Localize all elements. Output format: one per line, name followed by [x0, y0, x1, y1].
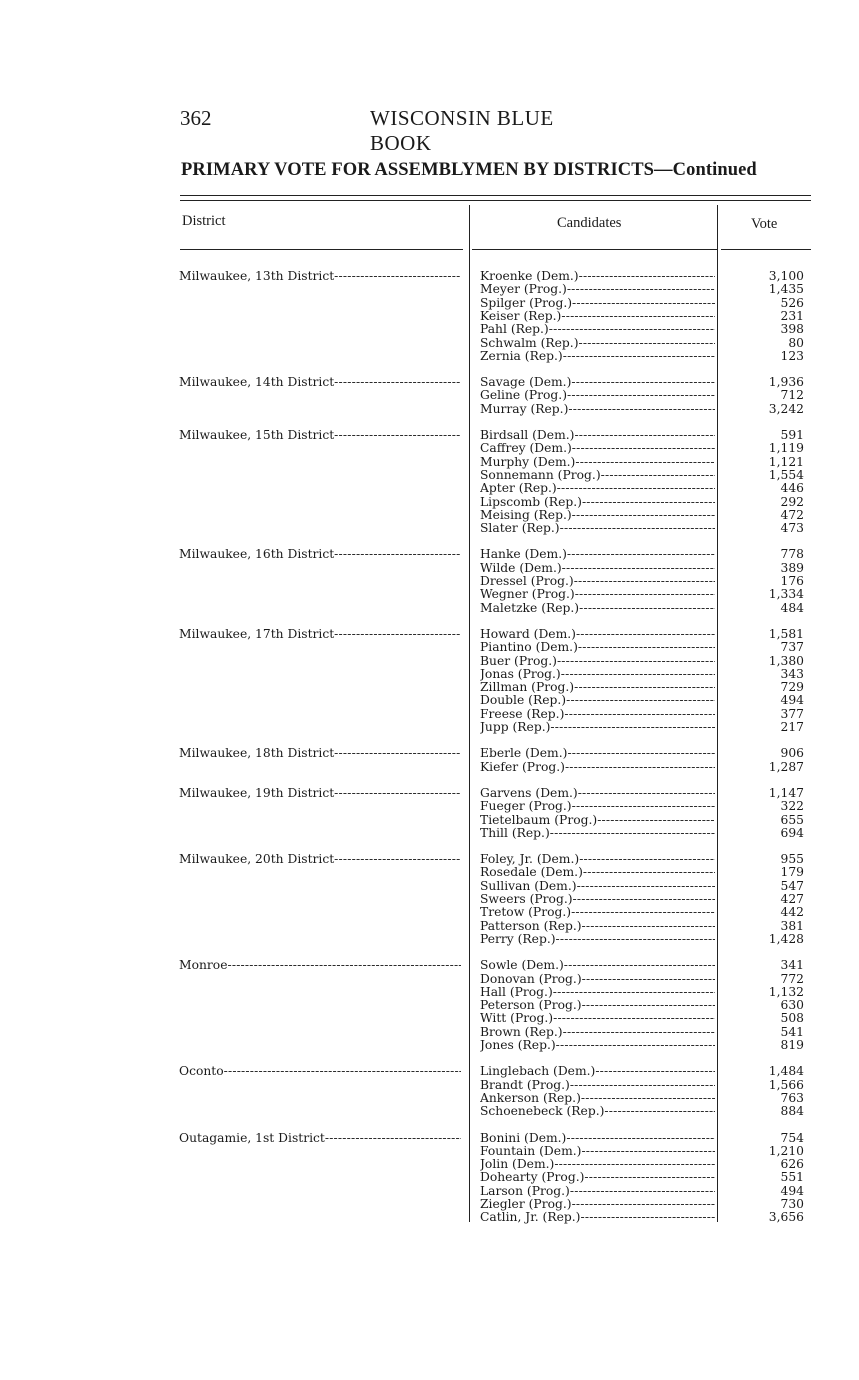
- dot-leader: [334, 628, 461, 641]
- dot-leader: [573, 893, 715, 906]
- candidate-name: [480, 668, 715, 681]
- candidate-name: [480, 496, 715, 509]
- candidate-text: Keiser (Rep.): [480, 309, 562, 323]
- candidate-name: [480, 1026, 715, 1039]
- vote-count: 427: [780, 892, 804, 906]
- candidate-text: Hall (Prog.): [480, 985, 553, 999]
- dot-leader: [565, 761, 715, 774]
- district-name: Milwaukee, 20th District: [179, 853, 335, 867]
- column-divider-left: [469, 205, 470, 1222]
- district-label: [179, 270, 461, 283]
- table-title: PRIMARY VOTE FOR ASSEMBLYMEN BY DISTRICTS—Continued: [181, 160, 757, 180]
- candidate-name: [480, 1158, 715, 1171]
- dot-leader: [570, 1079, 715, 1092]
- candidate-text: Brown (Rep.): [480, 1025, 563, 1039]
- dot-leader: [325, 1132, 461, 1145]
- candidate-text: Thill (Rep.): [480, 826, 550, 840]
- district-label: [179, 787, 461, 800]
- candidate-name: [480, 442, 715, 455]
- header-rule-candidates: [472, 249, 718, 250]
- candidate-text: Bonini (Dem.): [480, 1131, 567, 1145]
- vote-count: 446: [780, 481, 804, 496]
- candidate-text: Sowle (Dem.): [480, 959, 564, 973]
- vote-count: 1,132: [768, 984, 804, 999]
- candidate-text: Jones (Rep.): [480, 1039, 556, 1052]
- dot-leader: [601, 469, 715, 482]
- dot-leader: [561, 310, 715, 323]
- dot-leader: [334, 376, 461, 389]
- candidate-name: [480, 310, 715, 323]
- dot-leader: [563, 350, 715, 363]
- vote-count: 1,566: [768, 1077, 804, 1092]
- candidate-name: [480, 1198, 715, 1211]
- candidate-name: [480, 1105, 715, 1118]
- column-header-candidates: Candidates: [557, 215, 622, 231]
- candidate-text: Rosedale (Dem.): [480, 866, 583, 880]
- candidate-name: [480, 350, 715, 363]
- dot-leader: [572, 297, 715, 310]
- candidate-name: [480, 866, 715, 879]
- candidate-name: [480, 1171, 715, 1184]
- vote-count: 494: [780, 693, 804, 708]
- vote-count: 626: [780, 1157, 804, 1172]
- vote-count: 473: [780, 521, 804, 536]
- vote-count: 547: [780, 878, 804, 893]
- vote-count: 551: [780, 1170, 804, 1185]
- dot-leader: [557, 655, 715, 668]
- candidate-text: Birdsall (Dem.): [480, 429, 575, 442]
- dot-leader: [553, 986, 715, 999]
- dot-leader: [579, 337, 715, 350]
- vote-count: 377: [780, 706, 804, 721]
- dot-leader: [572, 1198, 715, 1211]
- vote-count: 494: [780, 1183, 804, 1198]
- candidate-name: [480, 681, 715, 694]
- book-title: WISCONSIN BLUE BOOK: [370, 106, 554, 155]
- page-number: 362: [180, 106, 212, 130]
- district-label: [179, 1132, 461, 1145]
- candidate-text: Fountain (Dem.): [480, 1144, 582, 1158]
- district-name: Monroe: [179, 959, 228, 973]
- candidate-name: [480, 270, 715, 283]
- dot-leader: [564, 959, 715, 972]
- vote-count: 541: [780, 1024, 804, 1039]
- district-name: Oconto: [179, 1065, 224, 1079]
- vote-count: 292: [780, 494, 804, 509]
- vote-count: 778: [780, 547, 804, 562]
- dot-leader: [584, 1171, 715, 1184]
- dot-leader: [572, 442, 715, 455]
- candidate-text: Jupp (Rep.): [480, 721, 551, 734]
- candidate-text: Sweers (Prog.): [480, 893, 573, 906]
- dot-leader: [581, 1145, 715, 1158]
- candidate-text: Zillman (Prog.): [480, 681, 575, 695]
- candidate-text: Donovan (Prog.): [480, 972, 582, 986]
- dot-leader: [566, 694, 715, 707]
- candidate-name: [480, 906, 715, 919]
- candidate-name: [480, 933, 715, 946]
- dot-leader: [571, 906, 715, 919]
- dot-leader: [582, 999, 715, 1012]
- dot-leader: [570, 1185, 715, 1198]
- candidate-name: [480, 800, 715, 813]
- vote-count: 630: [780, 998, 804, 1013]
- candidate-name: [480, 986, 715, 999]
- vote-count: 754: [780, 1130, 804, 1145]
- vote-count: 772: [780, 971, 804, 986]
- candidate-text: Murphy (Dem.): [480, 455, 576, 469]
- dot-leader: [556, 933, 715, 946]
- candidate-name: [480, 337, 715, 350]
- candidate-text: Brandt (Prog.): [480, 1078, 570, 1092]
- vote-count: 694: [780, 825, 804, 840]
- dot-leader: [579, 270, 715, 283]
- dot-leader: [567, 283, 715, 296]
- candidate-name: [480, 655, 715, 668]
- candidate-text: Caffrey (Dem.): [480, 442, 572, 456]
- district-name: Milwaukee, 16th District: [179, 548, 335, 562]
- dot-leader: [579, 602, 715, 615]
- candidate-name: [480, 1185, 715, 1198]
- dot-leader: [597, 814, 715, 827]
- candidate-text: Sonnemann (Prog.): [480, 468, 601, 482]
- candidate-name: [480, 761, 715, 774]
- vote-count: 381: [780, 918, 804, 933]
- vote-count: 398: [780, 322, 804, 337]
- district-label: [179, 1065, 461, 1078]
- candidate-text: Zernia (Rep.): [480, 349, 563, 363]
- district-label: [179, 853, 461, 866]
- column-divider-right: [717, 205, 718, 1222]
- candidate-name: [480, 403, 715, 416]
- vote-count: 231: [780, 308, 804, 323]
- dot-leader: [575, 588, 715, 601]
- candidate-text: Tietelbaum (Prog.): [480, 813, 598, 827]
- dot-leader: [572, 800, 715, 813]
- dot-leader: [334, 747, 461, 760]
- candidate-text: Eberle (Dem.): [480, 747, 568, 761]
- dot-leader: [574, 681, 715, 694]
- candidate-text: Dohearty (Prog.): [480, 1171, 585, 1185]
- vote-count: 1,484: [768, 1064, 804, 1079]
- candidate-text: Linglebach (Dem.): [480, 1065, 596, 1079]
- candidate-name: [480, 1092, 715, 1105]
- candidate-text: Patterson (Rep.): [480, 919, 582, 933]
- district-label: [179, 548, 461, 561]
- candidate-name: [480, 920, 715, 933]
- vote-count: 1,147: [768, 785, 804, 800]
- candidate-name: [480, 509, 715, 522]
- candidate-name: [480, 429, 715, 442]
- candidate-name: [480, 562, 715, 575]
- vote-count: 737: [780, 640, 804, 655]
- dot-leader: [571, 376, 715, 389]
- district-label: [179, 628, 461, 641]
- vote-count: 1,334: [768, 587, 804, 602]
- vote-count: 343: [780, 666, 804, 681]
- vote-count: 906: [780, 746, 804, 761]
- dot-leader: [574, 575, 715, 588]
- dot-leader: [579, 853, 715, 866]
- candidate-name: [480, 893, 715, 906]
- candidate-name: [480, 787, 715, 800]
- vote-count: 763: [780, 1090, 804, 1105]
- candidate-text: Savage (Dem.): [480, 376, 572, 390]
- candidate-name: [480, 522, 715, 535]
- candidate-name: [480, 721, 715, 734]
- candidate-text: Meyer (Prog.): [480, 283, 567, 297]
- vote-count: 508: [780, 1011, 804, 1026]
- candidate-name: [480, 959, 715, 972]
- dot-leader: [582, 973, 715, 986]
- candidate-text: Apter (Rep.): [480, 482, 557, 496]
- dot-leader: [224, 1065, 461, 1078]
- running-header: [180, 106, 620, 155]
- vote-count: 1,428: [768, 931, 804, 946]
- vote-count: 526: [780, 295, 804, 310]
- candidate-name: [480, 1012, 715, 1025]
- vote-count: 1,287: [768, 759, 804, 774]
- dot-leader: [553, 1012, 715, 1025]
- vote-count: 1,119: [768, 441, 804, 456]
- header-rule-vote: [721, 249, 811, 250]
- title-rule-top: [180, 195, 811, 196]
- candidate-text: Garvens (Dem.): [480, 786, 578, 800]
- dot-leader: [577, 880, 715, 893]
- dot-leader: [572, 509, 715, 522]
- candidate-text: Spilger (Prog.): [480, 296, 573, 310]
- vote-count: 3,242: [768, 401, 804, 416]
- candidate-name: [480, 389, 715, 402]
- dot-leader: [334, 429, 461, 442]
- candidate-name: [480, 999, 715, 1012]
- dot-leader: [550, 827, 715, 840]
- candidate-text: Howard (Dem.): [480, 627, 576, 641]
- candidate-name: [480, 880, 715, 893]
- district-name: Milwaukee, 19th District: [179, 786, 335, 800]
- dot-leader: [227, 959, 461, 972]
- vote-count: 1,435: [768, 282, 804, 297]
- vote-count: 884: [780, 1104, 804, 1119]
- column-header-district: District: [182, 213, 226, 229]
- candidate-text: Foley, Jr. (Dem.): [480, 853, 580, 867]
- candidate-name: [480, 1132, 715, 1145]
- candidate-text: Dressel (Prog.): [480, 575, 574, 588]
- vote-count: 1,554: [768, 467, 804, 482]
- dot-leader: [560, 522, 715, 535]
- candidate-text: Geline (Prog.): [480, 389, 568, 403]
- vote-count: 1,581: [768, 626, 804, 641]
- dot-leader: [580, 1211, 715, 1224]
- candidate-text: Buer (Prog.): [480, 654, 557, 668]
- candidate-text: Ankerson (Rep.): [480, 1091, 581, 1105]
- vote-count: 591: [780, 428, 804, 442]
- candidate-name: [480, 575, 715, 588]
- dot-leader: [561, 668, 715, 681]
- vote-count: 1,380: [768, 653, 804, 668]
- vote-count: 80: [788, 335, 804, 350]
- candidate-name: [480, 747, 715, 760]
- vote-count: 179: [780, 865, 804, 880]
- vote-count: 819: [780, 1038, 804, 1052]
- vote-count: 730: [780, 1197, 804, 1211]
- candidate-text: Peterson (Prog.): [480, 999, 582, 1013]
- column-header-vote: Vote: [751, 216, 778, 232]
- dot-leader: [575, 456, 715, 469]
- district-name: Outagamie, 1st District: [179, 1131, 325, 1145]
- candidate-text: Ziegler (Prog.): [480, 1198, 572, 1211]
- dot-leader: [582, 496, 715, 509]
- candidate-text: Fueger (Prog.): [480, 800, 572, 814]
- dot-leader: [582, 920, 715, 933]
- dot-leader: [578, 641, 715, 654]
- candidate-text: Tretow (Prog.): [480, 906, 572, 920]
- candidate-text: Sullivan (Dem.): [480, 879, 577, 893]
- candidate-text: Wilde (Dem.): [480, 561, 562, 575]
- dot-leader: [567, 548, 715, 561]
- dot-leader: [550, 721, 715, 734]
- vote-count: 3,100: [768, 269, 804, 283]
- district-name: Milwaukee, 18th District: [179, 747, 335, 761]
- dot-leader: [568, 403, 715, 416]
- candidate-name: [480, 323, 715, 336]
- candidate-text: Maletzke (Rep.): [480, 601, 580, 615]
- candidate-text: Jonas (Prog.): [480, 667, 561, 681]
- district-name: Milwaukee, 14th District: [179, 376, 335, 390]
- candidate-text: Meising (Rep.): [480, 508, 572, 522]
- candidate-text: Wegner (Prog.): [480, 588, 575, 602]
- candidate-text: Double (Rep.): [480, 694, 567, 708]
- vote-count: 1,936: [768, 375, 804, 390]
- candidate-text: Jolin (Dem.): [480, 1158, 555, 1172]
- dot-leader: [334, 853, 461, 866]
- dot-leader: [556, 1039, 715, 1052]
- candidate-name: [480, 376, 715, 389]
- vote-count: 1,121: [768, 454, 804, 469]
- candidate-text: Murray (Rep.): [480, 402, 569, 416]
- vote-count: 712: [780, 388, 804, 403]
- district-name: Milwaukee, 17th District: [179, 627, 335, 641]
- district-label: [179, 747, 461, 760]
- dot-leader: [564, 708, 715, 721]
- district-label: [179, 376, 461, 389]
- district-name: Milwaukee, 13th District: [179, 270, 335, 283]
- vote-count: 484: [780, 600, 804, 615]
- district-label: [179, 429, 461, 442]
- vote-count: 217: [780, 720, 804, 734]
- vote-count: 123: [780, 348, 804, 363]
- candidate-text: Hanke (Dem.): [480, 548, 567, 562]
- vote-count: 1,210: [768, 1143, 804, 1158]
- candidate-name: [480, 827, 715, 840]
- candidate-name: [480, 469, 715, 482]
- candidate-name: [480, 1065, 715, 1078]
- candidate-name: [480, 694, 715, 707]
- title-rule-bottom: [180, 200, 811, 201]
- candidate-name: [480, 283, 715, 296]
- dot-leader: [576, 628, 715, 641]
- dot-leader: [334, 787, 461, 800]
- dot-leader: [581, 1092, 715, 1105]
- candidate-text: Pahl (Rep.): [480, 323, 549, 337]
- candidate-text: Kroenke (Dem.): [480, 270, 579, 283]
- candidate-name: [480, 602, 715, 615]
- candidate-name: [480, 1145, 715, 1158]
- candidate-text: Perry (Rep.): [480, 932, 556, 946]
- candidate-name: [480, 1211, 715, 1224]
- candidate-name: [480, 973, 715, 986]
- dot-leader: [557, 482, 715, 495]
- candidate-name: [480, 628, 715, 641]
- candidate-name: [480, 456, 715, 469]
- candidate-text: Piantino (Dem.): [480, 641, 578, 655]
- vote-count: 442: [780, 905, 804, 920]
- candidate-name: [480, 641, 715, 654]
- candidate-text: Freese (Rep.): [480, 707, 565, 721]
- candidate-text: Schwalm (Rep.): [480, 336, 579, 350]
- dot-leader: [583, 866, 715, 879]
- district-name: Milwaukee, 15th District: [179, 429, 335, 442]
- candidate-name: [480, 814, 715, 827]
- candidate-text: Witt (Prog.): [480, 1012, 554, 1026]
- dot-leader: [554, 1158, 715, 1171]
- candidate-name: [480, 297, 715, 310]
- candidate-name: [480, 1079, 715, 1092]
- candidate-name: [480, 548, 715, 561]
- candidate-name: [480, 853, 715, 866]
- dot-leader: [567, 747, 715, 760]
- vote-count: 472: [780, 507, 804, 522]
- candidate-name: [480, 708, 715, 721]
- candidate-name: [480, 482, 715, 495]
- vote-count: 176: [780, 574, 804, 588]
- dot-leader: [595, 1065, 715, 1078]
- district-label: [179, 959, 461, 972]
- dot-leader: [563, 1026, 715, 1039]
- dot-leader: [567, 389, 715, 402]
- dot-leader: [578, 787, 715, 800]
- vote-count: 729: [780, 680, 804, 695]
- vote-count: 655: [780, 812, 804, 827]
- dot-leader: [566, 1132, 715, 1145]
- dot-leader: [574, 429, 715, 442]
- candidate-text: Schoenebeck (Rep.): [480, 1105, 605, 1119]
- dot-leader: [334, 270, 461, 283]
- candidate-name: [480, 588, 715, 601]
- header-rule-district: [180, 249, 463, 250]
- vote-count: 955: [780, 852, 804, 867]
- dot-leader: [549, 323, 715, 336]
- candidate-text: Catlin, Jr. (Rep.): [480, 1211, 581, 1225]
- candidate-name: [480, 1039, 715, 1052]
- dot-leader: [604, 1105, 715, 1118]
- candidate-text: Kiefer (Prog.): [480, 760, 565, 774]
- dot-leader: [562, 562, 715, 575]
- vote-count: 3,656: [768, 1210, 804, 1225]
- candidate-text: Slater (Rep.): [480, 522, 560, 536]
- vote-count: 322: [780, 799, 804, 814]
- candidate-text: Lipscomb (Rep.): [480, 495, 582, 509]
- vote-count: 389: [780, 560, 804, 575]
- vote-count: 341: [780, 958, 804, 973]
- candidate-text: Larson (Prog.): [480, 1184, 570, 1198]
- dot-leader: [334, 548, 461, 561]
